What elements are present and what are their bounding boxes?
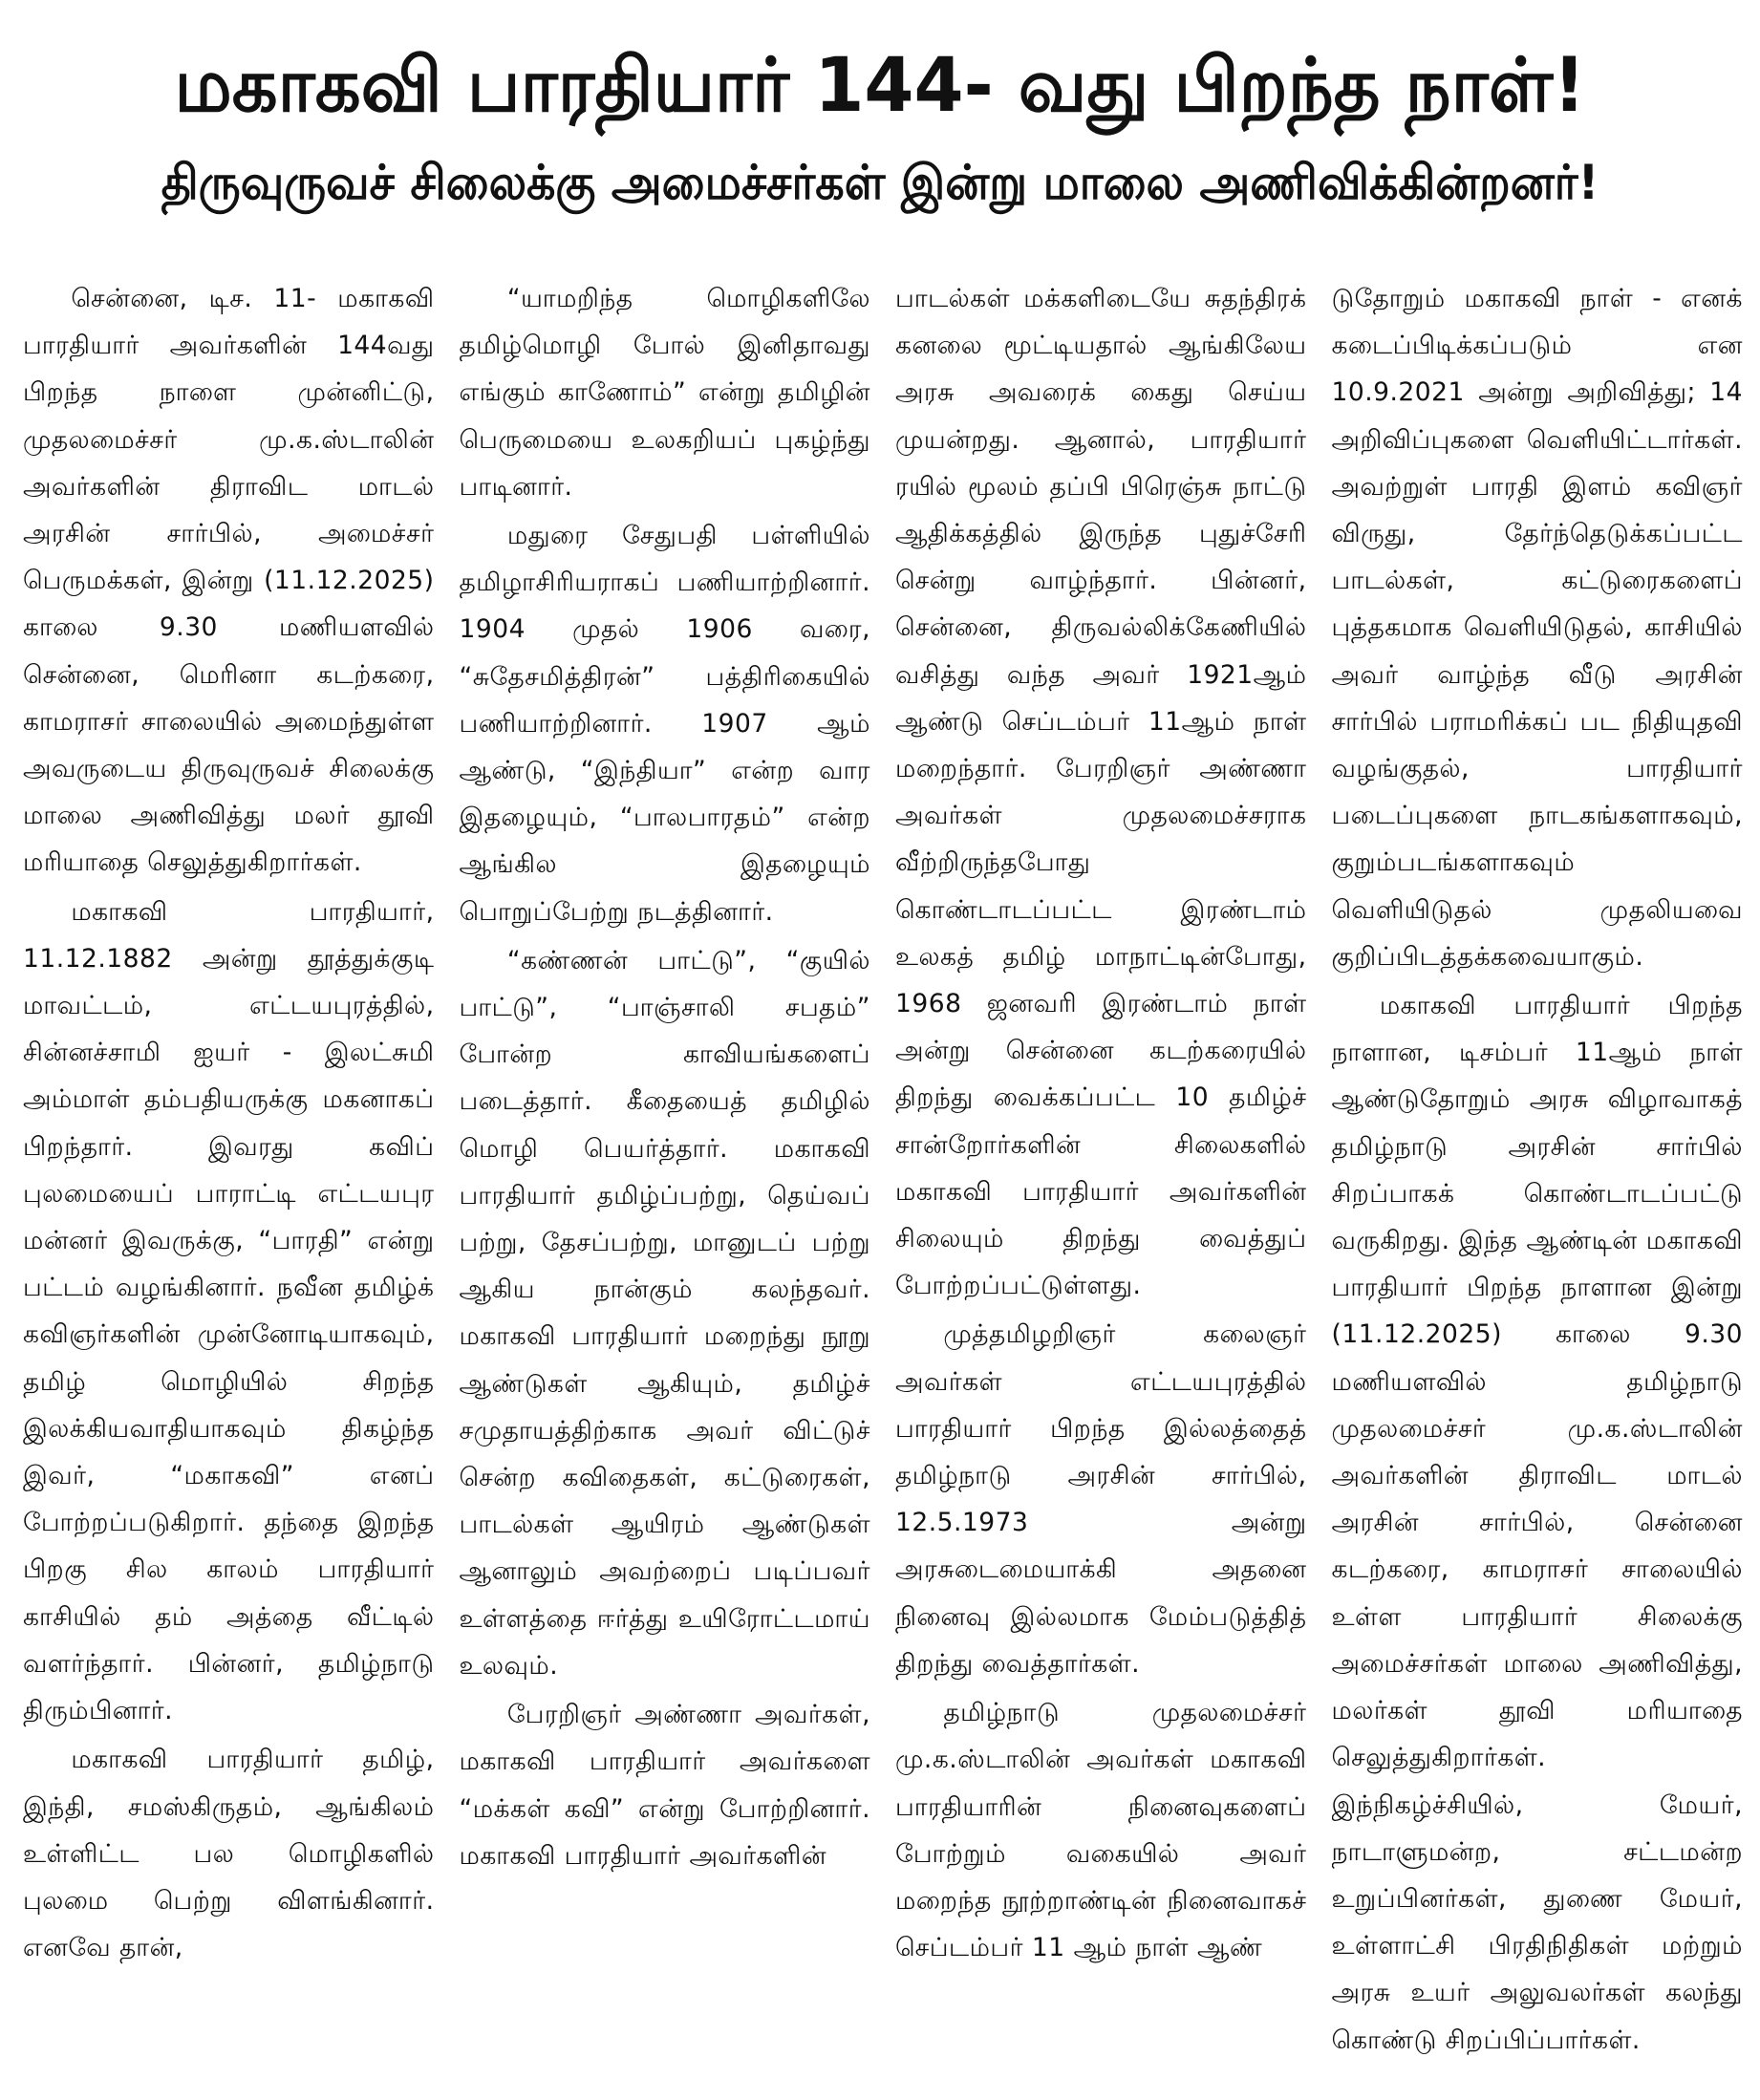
paragraph: தமிழ்நாடு முதலமைச்சர் மு.க.ஸ்டாலின் அவர்கள் மகாகவி பாரதியாரின் நினைவுகளைப் போற்றும் வகையில் அவர் மறைந்த நூற்றாண்டின் நினைவாகச் செப்டம்பர் 11 ஆம் நாள் ஆண் bbox=[895, 1698, 1307, 1963]
article-column-4 bbox=[1332, 275, 1744, 2086]
subheadline: திருவுருவச் சிலைக்கு அமைச்சர்கள் இன்று மாலை அணிவிக்கின்றனர்! bbox=[161, 155, 1599, 210]
paragraph: பாடல்கள் மக்களிடையே சுதந்திரக் கனலை மூட்டியதால் ஆங்கிலேய அரசு அவரைக் கைது செய்ய முயன்றது. ஆனால், பாரதியார் ரயில் மூலம் தப்பி பிரெஞ்சு நாட்டு ஆதிக்கத்தில் இருந்த புதுச்சேரி சென்று வாழ்ந்தார். பின்னர், சென்னை, திருவல்லிக்கேணியில் வசித்து வந்த அவர் 1921ஆம் ஆண்டு செப்டம்பர் 11ஆம் நாள் மறைந்தார். பேரறிஞர் அண்ணா அவர்கள் முதலமைச்சராக வீற்றிருந்தபோது கொண்டாடப்பட்ட இரண்டாம் உலகத் தமிழ் மாநாட்டின்போது, 1968 ஜனவரி இரண்டாம் நாள் அன்று சென்னை கடற்கரையில் திறந்து வைக்கப்பட்ட 10 தமிழ்ச் சான்றோர்களின் சிலைகளில் மகாகவி பாரதியார் அவர்களின் சிலையும் திறந்து வைத்துப் போற்றப்பட்டுள்ளது. bbox=[895, 284, 1307, 1301]
article-column-1 bbox=[23, 275, 435, 2086]
paragraph: “யாமறிந்த மொழிகளிலே தமிழ்மொழி போல் இனிதாவது எங்கும் காணோம்” என்று தமிழின் பெருமையை உலகறியப் புகழ்ந்து பாடினார். bbox=[459, 284, 870, 502]
article-column-2 bbox=[460, 275, 871, 2086]
paragraph: முத்தமிழறிஞர் கலைஞர் அவர்கள் எட்டயபுரத்தில் பாரதியார் பிறந்த இல்லத்தைத் தமிழ்நாடு அரசின் சார்பில், 12.5.1973 அன்று அரசுடைமையாக்கி அதனை நினைவு இல்லமாக மேம்படுத்தித் திறந்து வைத்தார்கள். bbox=[895, 1319, 1307, 1679]
headline: மகாகவி பாரதியார் 144- வது பிறந்த நாள்! bbox=[174, 43, 1586, 129]
paragraph: மகாகவி பாரதியார், 11.12.1882 அன்று தூத்துக்குடி மாவட்டம், எட்டயபுரத்தில், சின்னச்சாமி ஐயர் - இலட்சுமி அம்மாள் தம்பதியருக்கு மகனாகப் பிறந்தார். இவரது கவிப் புலமையைப் பாராட்டி எட்டயபுர மன்னர் இவருக்கு, “பாரதி” என்று பட்டம் வழங்கினார். நவீன தமிழ்க் கவிஞர்களின் முன்னோடியாகவும், தமிழ் மொழியில் சிறந்த இலக்கியவாதியாகவும் திகழ்ந்த இவர், “மகாகவி” எனப் போற்றப்படுகிறார். தந்தை இறந்த பிறகு சில காலம் பாரதியார் காசியில் தம் அத்தை வீட்டில் வளர்ந்தார். பின்னர், தமிழ்நாடு திரும்பினார். bbox=[23, 896, 435, 1726]
paragraph: டுதோறும் மகாகவி நாள் - எனக் கடைப்பிடிக்கப்படும் என 10.9.2021 அன்று அறிவித்து; 14 அறிவிப்புகளை வெளியிட்டார்கள். அவற்றுள் பாரதி இளம் கவிஞர் விருது, தேர்ந்தெடுக்கப்பட்ட பாடல்கள், கட்டுரைகளைப் புத்தகமாக வெளியிடுதல், காசியில் அவர் வாழ்ந்த வீடு அரசின் சார்பில் பராமரிக்கப் பட நிதியுதவி வழங்குதல், பாரதியார் படைப்புகளை நாடகங்களாகவும், குறும்படங்களாகவும் வெளியிடுதல் முதலியவை குறிப்பிடத்தக்கவையாகும். bbox=[1331, 284, 1743, 972]
article-column-3 bbox=[895, 275, 1307, 2086]
article-body bbox=[23, 275, 1743, 2086]
paragraph: மதுரை சேதுபதி பள்ளியில் தமிழாசிரியராகப் பணியாற்றினார். 1904 முதல் 1906 வரை, “சுதேசமித்திரன்” பத்திரிகையில் பணியாற்றினார். 1907 ஆம் ஆண்டு, “இந்தியா” என்ற வார இதழையும், “பாலபாரதம்” என்ற ஆங்கில இதழையும் பொறுப்பேற்று நடத்தினார். bbox=[459, 521, 870, 927]
paragraph: பேரறிஞர் அண்ணா அவர்கள், மகாகவி பாரதியார் அவர்களை “மக்கள் கவி” என்று போற்றினார். மகாகவி பாரதியார் அவர்களின் bbox=[459, 1700, 870, 1871]
paragraph: மகாகவி பாரதியார் பிறந்த நாளான, டிசம்பர் 11ஆம் நாள் ஆண்டுதோறும் அரசு விழாவாகத் தமிழ்நாடு அரசின் சார்பில் சிறப்பாகக் கொண்டாடப்பட்டு வருகிறது. இந்த ஆண்டின் மகாகவி பாரதியார் பிறந்த நாளான இன்று (11.12.2025) காலை 9.30 மணியளவில் தமிழ்நாடு முதலமைச்சர் மு.க.ஸ்டாலின் அவர்களின் திராவிட மாடல் அரசின் சார்பில், சென்னை கடற்கரை, காமராசர் சாலையில் உள்ள பாரதியார் சிலைக்கு அமைச்சர்கள் மாலை அணிவித்து, மலர்கள் தூவி மரியாதை செலுத்துகிறார்கள். இந்நிகழ்ச்சியில், மேயர், நாடாளுமன்ற, சட்டமன்ற உறுப்பினர்கள், துணை மேயர், உள்ளாட்சி பிரதிநிதிகள் மற்றும் அரசு உயர் அலுவலர்கள் கலந்து கொண்டு சிறப்பிப்பார்கள். bbox=[1331, 991, 1743, 2055]
paragraph: மகாகவி பாரதியார் தமிழ், இந்தி, சமஸ்கிருதம், ஆங்கிலம் உள்ளிட்ட பல மொழிகளில் புலமை பெற்று விளங்கினார். எனவே தான், bbox=[23, 1745, 435, 1963]
paragraph: “கண்ணன் பாட்டு”, “குயில் பாட்டு”, “பாஞ்சாலி சபதம்” போன்ற காவியங்களைப் படைத்தார். கீதையைத் தமிழில் மொழி பெயர்த்தார். மகாகவி பாரதியார் தமிழ்ப்பற்று, தெய்வப் பற்று, தேசப்பற்று, மானுடப் பற்று ஆகிய நான்கும் கலந்தவர். மகாகவி பாரதியார் மறைந்து நூறு ஆண்டுகள் ஆகியும், தமிழ்ச் சமுதாயத்திற்காக அவர் விட்டுச் சென்ற கவிதைகள், கட்டுரைகள், பாடல்கள் ஆயிரம் ஆண்டுகள் ஆனாலும் அவற்றைப் படிப்பவர் உள்ளத்தை ஈர்த்து உயிரோட்டமாய் உலவும். bbox=[459, 945, 870, 1681]
paragraph: சென்னை, டிச. 11- மகாகவி பாரதியார் அவர்களின் 144வது பிறந்த நாளை முன்னிட்டு, முதலமைச்சர் மு.க.ஸ்டாலின் அவர்களின் திராவிட மாடல் அரசின் சார்பில், அமைச்சர் பெருமக்கள், இன்று (11.12.2025) காலை 9.30 மணியளவில் சென்னை, மெரினா கடற்கரை, காமராசர் சாலையில் அமைந்துள்ள அவருடைய திருவுருவச் சிலைக்கு மாலை அணிவித்து மலர் தூவி மரியாதை செலுத்துகிறார்கள். bbox=[23, 284, 435, 878]
